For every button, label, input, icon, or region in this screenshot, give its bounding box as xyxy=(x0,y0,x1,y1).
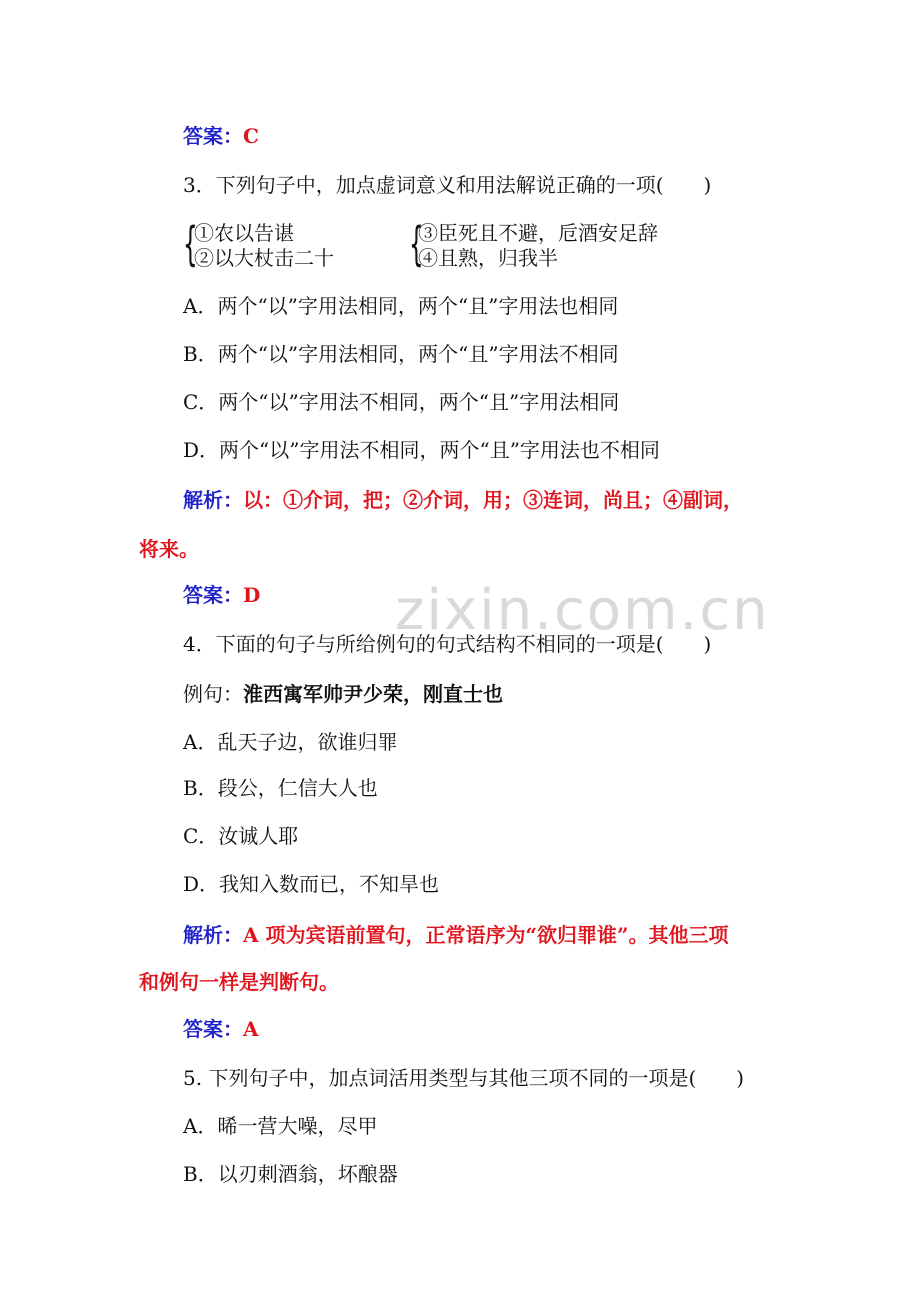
q4-analysis-cont: 和例句一样是判断句。 xyxy=(139,970,339,994)
analysis-label: 解析： xyxy=(183,923,243,947)
q3-answer xyxy=(183,581,260,609)
q2-answer xyxy=(183,122,259,150)
brace-left: { xyxy=(183,217,198,271)
question-3-stem: 3．下列句子中，加点虚词意义和用法解说正确的一项( ) xyxy=(183,173,712,197)
q3-option-a: A．两个“以”字用法相同，两个“且”字用法也相同 xyxy=(183,294,619,318)
q3-option-b: B．两个“以”字用法相同，两个“且”字用法不相同 xyxy=(183,342,619,366)
question-4-stem: 4．下面的句子与所给例句的句式结构不相同的一项是( ) xyxy=(183,632,712,656)
example-label: 例句： xyxy=(183,682,243,706)
q4-option-c: C．汝诚人耶 xyxy=(183,824,299,848)
brace-right: { xyxy=(409,217,424,271)
answer-value: D xyxy=(243,583,261,607)
analysis-label: 解析： xyxy=(183,488,243,512)
q5-option-a: A．晞一营大噪，尽甲 xyxy=(183,1114,378,1138)
q3-analysis xyxy=(183,486,743,514)
q3-items-right xyxy=(418,221,658,271)
q3-item-2: ②以大杖击二十 xyxy=(194,246,334,270)
example-text: 淮西寓军帅尹少荣，刚直士也 xyxy=(243,682,503,706)
q4-option-b: B．段公，仁信大人也 xyxy=(183,776,378,800)
q3-item-3: ③臣死且不避，卮酒安足辞 xyxy=(418,221,658,245)
q4-answer xyxy=(183,1015,259,1043)
answer-label: 答案： xyxy=(183,1017,243,1041)
q3-item-1: ①农以告谌 xyxy=(194,221,294,245)
q3-items-left xyxy=(194,221,334,271)
q4-option-d: D．我知入数而已，不知旱也 xyxy=(183,872,440,896)
analysis-text: A 项为宾语前置句，正常语序为“欲归罪谁”。其他三项 xyxy=(243,923,729,947)
answer-value: C xyxy=(243,124,259,148)
q3-item-4: ④且熟，归我半 xyxy=(418,246,558,270)
q4-analysis xyxy=(183,921,729,949)
question-5-stem: 5. 下列句子中，加点词活用类型与其他三项不同的一项是( ) xyxy=(183,1066,745,1090)
analysis-text: 以：①介词，把；②介词，用；③连词，尚且；④副词， xyxy=(243,488,743,512)
q5-option-b: B．以刃刺酒翁，坏酿器 xyxy=(183,1162,398,1186)
answer-label: 答案： xyxy=(183,583,243,607)
q3-option-c: C．两个“以”字用法不相同，两个“且”字用法相同 xyxy=(183,390,620,414)
watermark: zixin.com.cn xyxy=(395,578,770,643)
q4-example xyxy=(183,680,503,708)
q3-option-d: D．两个“以”字用法不相同，两个“且”字用法也不相同 xyxy=(183,438,660,462)
q3-analysis-cont: 将来。 xyxy=(139,537,199,561)
answer-value: A xyxy=(243,1017,259,1041)
q4-option-a: A．乱天子边，欲谁归罪 xyxy=(183,730,398,754)
answer-label: 答案： xyxy=(183,124,243,148)
